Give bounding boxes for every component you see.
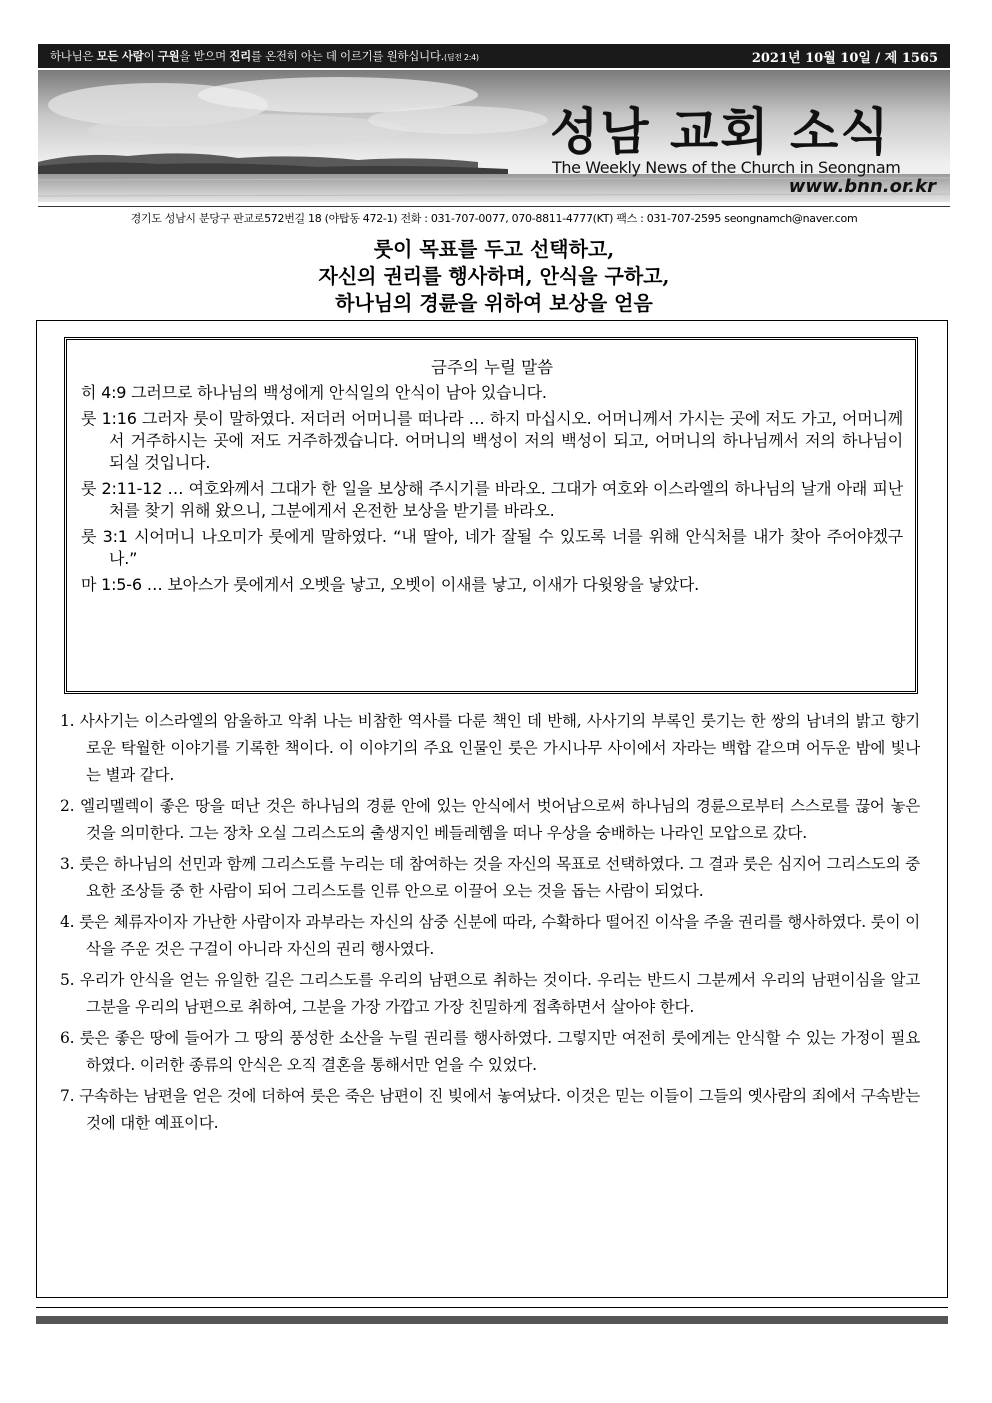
- headline-line: 하나님의 경륜을 위하여 보상을 얻음: [335, 291, 653, 315]
- outline-point: 2. 엘리멜렉이 좋은 땅을 떠난 것은 하나님의 경륜 안에 있는 안식에서 벗어남으로써 하나님의 경륜으로부터 스스로를 끊어 놓은 것을 의미한다. 그는 장차 오실 그리스도의 출생지인 베들레헴을 떠나 우상을 숭배하는 나라인 모압으로 갔다.: [60, 797, 920, 842]
- verses-title: 금주의 누릴 말씀: [430, 358, 554, 377]
- footer-bar: [36, 1316, 948, 1324]
- motto-segment: 진리: [229, 49, 251, 63]
- newsletter-title: 성남 교회 소식: [550, 103, 891, 161]
- verse-item: 룻 1:16 그러자 룻이 말하였다. 저더러 어머니를 떠나라 … 하지 마십시오. 어머니께서 가시는 곳에 저도 가고, 어머니께서 거주하시는 곳에 저도 거주하겠습니다. 어머니의 백성이 저의 백성이 되고, 어머니의 하나님께서 저의 하나님이 되실 것입니다.: [81, 409, 903, 472]
- outline-point: 6. 룻은 좋은 땅에 들어가 그 땅의 풍성한 소산을 누릴 권리를 행사하였다. 그렇지만 여전히 룻에게는 안식할 수 있는 가정이 필요하였다. 이러한 종류의 안식은 오직 결혼을 통해서만 얻을 수 있었다.: [60, 1029, 920, 1074]
- motto-segment: 를 온전히 아는 데 이르기를 원하십니다.: [250, 49, 444, 63]
- masthead-banner: [38, 70, 950, 202]
- issue-date-number: 2021년 10월 10일 / 제 1565: [751, 50, 938, 66]
- verse-item: 마 1:5-6 … 보아스가 룻에게서 오벳을 낳고, 오벳이 이새를 낳고, 이새가 다윗왕을 낳았다.: [81, 575, 699, 594]
- website-url[interactable]: www.bnn.or.kr: [788, 176, 936, 197]
- outline-points: [60, 708, 920, 1141]
- motto-segment: 이: [143, 49, 158, 63]
- motto-segment: 구원: [157, 49, 180, 63]
- verse-item: 룻 3:1 시어머니 나오미가 룻에게 말하였다. “내 딸아, 네가 잘될 수 있도록 너를 위해 안식처를 내가 찾아 주어야겠구나.”: [81, 527, 903, 568]
- outline-point: 7. 구속하는 남편을 얻은 것에 더하여 룻은 죽은 남편이 진 빚에서 놓여났다. 이것은 믿는 이들이 그들의 옛사람의 죄에서 구속받는 것에 대한 예표이다.: [60, 1087, 920, 1132]
- motto-segment: 모든 사람: [96, 49, 144, 63]
- footer-rule: [36, 1307, 948, 1308]
- verse-item: 룻 2:11-12 … 여호와께서 그대가 한 일을 보상해 주시기를 바라오. 그대가 여호와 이스라엘의 하나님의 날개 아래 피난처를 찾기 위해 왔으니, 그분에게서 온전한 보상을 받기를 바라오.: [81, 479, 903, 520]
- church-contact-address: 경기도 성남시 분당구 판교로572번길 18 (야탑동 472-1) 전화 : 031-707-0077, 070-8811-4777(KT) 팩스 : 031-707-2595 seongnamch@naver.com: [38, 206, 950, 226]
- newsletter-subtitle: The Weekly News of the Church in Seongnam: [552, 158, 901, 177]
- headline-line: 자신의 권리를 행사하며, 안식을 구하고,: [318, 264, 670, 288]
- outline-point: 4. 룻은 체류자이자 가난한 사람이자 과부라는 자신의 삼중 신분에 따라, 수확하다 떨어진 이삭을 주울 권리를 행사하였다. 룻이 이삭을 주운 것은 구걸이 아니라 자신의 권리 행사였다.: [60, 913, 920, 958]
- motto-segment: 을 받으며: [179, 49, 230, 63]
- outline-point: 5. 우리가 안식을 얻는 유일한 길은 그리스도를 우리의 남편으로 취하는 것이다. 우리는 반드시 그분께서 우리의 남편이심을 알고 그분을 우리의 남편으로 취하여, 그분을 가장 가깝고 가장 친밀하게 접촉하면서 살아야 한다.: [60, 971, 920, 1016]
- motto-text: [50, 48, 479, 64]
- headline-line: 룻이 목표를 두고 선택하고,: [373, 237, 615, 261]
- outline-point: 3. 룻은 하나님의 선민과 함께 그리스도를 누리는 데 참여하는 것을 자신의 목표로 선택하였다. 그 결과 룻은 심지어 그리스도의 중요한 조상들 중 한 사람이 되어 그리스도를 인류 안으로 이끌어 오는 것을 돕는 사람이 되었다.: [60, 855, 920, 900]
- headline: [38, 236, 950, 317]
- motto-reference: (딤전 2:4): [444, 53, 479, 62]
- verse-item: 히 4:9 그러므로 하나님의 백성에게 안식일의 안식이 남아 있습니다.: [81, 383, 547, 402]
- motto-bar: [38, 44, 950, 68]
- motto-segment: 하나님은: [50, 49, 97, 63]
- weekly-verses-box: [64, 337, 918, 694]
- outline-point: 1. 사사기는 이스라엘의 암울하고 악취 나는 비참한 역사를 다룬 책인 데 반해, 사사기의 부록인 룻기는 한 쌍의 남녀의 밝고 향기로운 탁월한 이야기를 기록한 책이다. 이 이야기의 주요 인물인 룻은 가시나무 사이에서 자라는 백합 같으며 어두운 밤에 빛나는 별과 같다.: [60, 712, 920, 784]
